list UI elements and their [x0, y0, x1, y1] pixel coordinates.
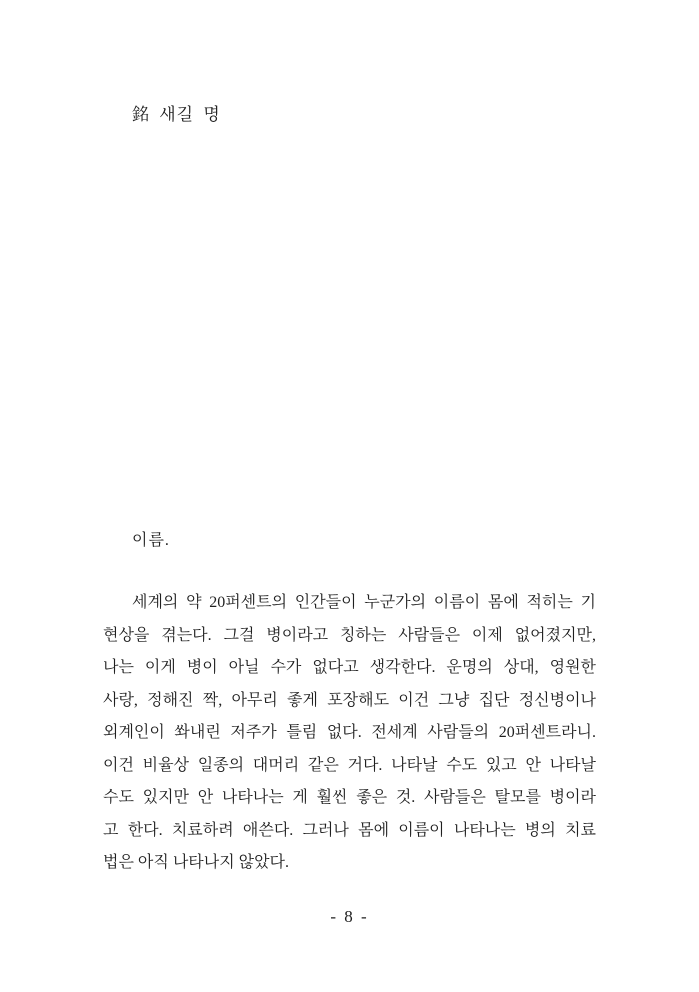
- standalone-line: 이름.: [132, 532, 170, 549]
- paragraph-line: 사랑, 정해진 짝, 아무리 좋게 포장해도 이건 그냥 집단 정신병이나: [103, 691, 596, 709]
- paragraph-line: 현상을 겪는다. 그걸 병이라고 칭하는 사람들은 이제 없어졌지만,: [103, 626, 596, 644]
- chapter-title: 銘 새길 명: [132, 105, 221, 124]
- body-paragraph: [103, 587, 596, 880]
- paragraph-line: 이건 비율상 일종의 대머리 같은 거다. 나타날 수도 있고 안 나타날: [103, 756, 596, 774]
- paragraph-line: 세계의 약 20퍼센트의 인간들이 누군가의 이름이 몸에 적히는 기: [132, 594, 596, 611]
- paragraph-line: 고 한다. 치료하려 애쓴다. 그러나 몸에 이름이 나타나는 병의 치료: [103, 821, 596, 839]
- page-number: - 8 -: [330, 907, 369, 926]
- paragraph-line: 법은 아직 나타나지 않았다.: [103, 854, 290, 871]
- paragraph-line: 외계인이 쏴내린 저주가 틀림 없다. 전세계 사람들의 20퍼센트라니.: [103, 724, 596, 741]
- paragraph-line: 수도 있지만 안 나타나는 게 훨씬 좋은 것. 사람들은 탈모를 병이라: [103, 789, 596, 806]
- paragraph-line: 나는 이게 병이 아닐 수가 없다고 생각한다. 운명의 상대, 영원한: [103, 659, 596, 676]
